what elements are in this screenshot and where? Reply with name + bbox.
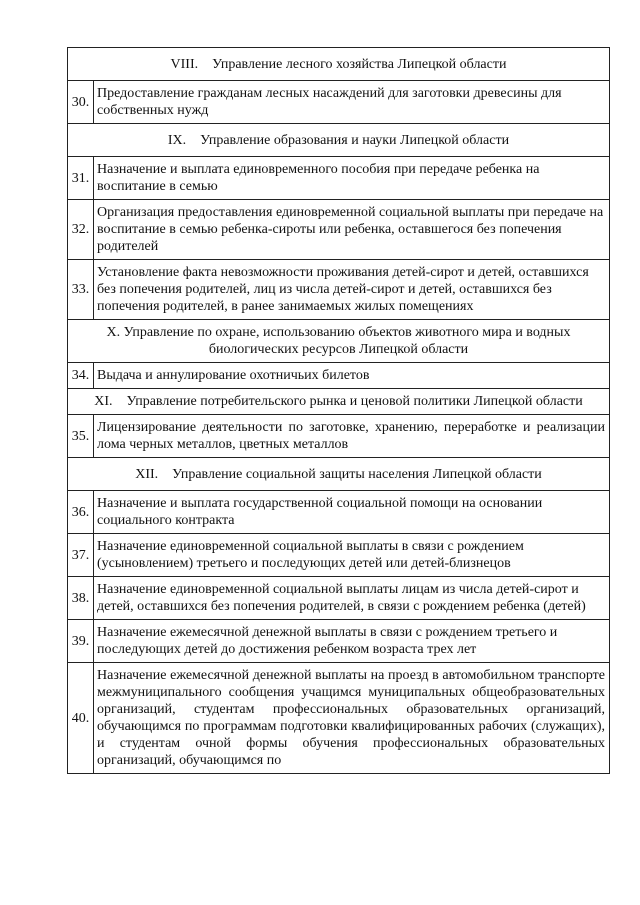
- row-number: 34.: [68, 363, 94, 389]
- section-title: Управление образования и науки Липецкой области: [200, 132, 510, 148]
- service-description: Лицензирование деятельности по заготовке, хранению, переработке и реализации лома черных металлов, цветных металлов: [94, 415, 610, 458]
- section-title: Управление по охране, использованию объектов животного мира и водных биологических ресурсов Липецкой области: [123, 325, 571, 357]
- table-row: [68, 415, 610, 458]
- section-number: X.: [106, 325, 121, 340]
- table-row: [68, 81, 610, 124]
- section-number: XI.: [94, 394, 113, 409]
- service-description: Назначение и выплата единовременного пособия при передаче ребенка на воспитание в семью: [94, 157, 610, 200]
- table-row: [68, 157, 610, 200]
- section-heading: [68, 48, 610, 81]
- table-row: [68, 491, 610, 534]
- row-number: 30.: [68, 81, 94, 124]
- section-row-xi: [68, 389, 610, 415]
- section-number: IX.: [167, 132, 187, 148]
- table-row: [68, 663, 610, 774]
- section-heading: [68, 458, 610, 491]
- row-number: 39.: [68, 620, 94, 663]
- table-row: [68, 534, 610, 577]
- service-description: Предоставление гражданам лесных насаждений для заготовки древесины для собственных нужд: [94, 81, 610, 124]
- service-description: Назначение ежемесячной денежной выплаты в связи с рождением третьего и последующих детей до достижения ребенком возраста трех лет: [94, 620, 610, 663]
- section-number: VIII.: [170, 56, 199, 72]
- row-number: 31.: [68, 157, 94, 200]
- service-description: Выдача и аннулирование охотничьих билетов: [94, 363, 610, 389]
- row-number: 38.: [68, 577, 94, 620]
- service-description: Назначение ежемесячной денежной выплаты на проезд в автомобильном транспорте межмуниципального сообщения учащимся муниципальных общеобразовательных организаций, студентам профессиональных образовательных организаций, обучающимся по программам подготовки квалифицированных рабочих (служащих), и студентам очной формы обучения профессиональных образовательных организаций, обучающимся по: [94, 663, 610, 774]
- section-title: Управление лесного хозяйства Липецкой области: [212, 56, 507, 72]
- row-number: 35.: [68, 415, 94, 458]
- row-number: 37.: [68, 534, 94, 577]
- section-title: Управление социальной защиты населения Липецкой области: [172, 466, 542, 482]
- section-title: Управление потребительского рынка и ценовой политики Липецкой области: [126, 394, 583, 409]
- section-row-ix: [68, 124, 610, 157]
- row-number: 40.: [68, 663, 94, 774]
- service-description: Назначение и выплата государственной социальной помощи на основании социального контракта: [94, 491, 610, 534]
- row-number: 33.: [68, 260, 94, 320]
- table-row: [68, 620, 610, 663]
- section-heading: [68, 124, 610, 157]
- table-row: [68, 577, 610, 620]
- row-number: 36.: [68, 491, 94, 534]
- services-table: [67, 47, 610, 774]
- section-row-x: [68, 320, 610, 363]
- section-heading: [68, 389, 610, 415]
- section-heading: [68, 320, 610, 363]
- row-number: 32.: [68, 200, 94, 260]
- section-number: XII.: [135, 466, 159, 482]
- section-row-xii: [68, 458, 610, 491]
- table-row: [68, 363, 610, 389]
- section-row-viii: [68, 48, 610, 81]
- service-description: Назначение единовременной социальной выплаты в связи с рождением (усыновлением) третьего и последующих детей или детей-близнецов: [94, 534, 610, 577]
- table-row: [68, 200, 610, 260]
- service-description: Установление факта невозможности проживания детей-сирот и детей, оставшихся без попечения родителей, лиц из числа детей-сирот и детей, оставшихся без попечения родителей, в ранее занимаемых жилых помещениях: [94, 260, 610, 320]
- table-row: [68, 260, 610, 320]
- service-description: Организация предоставления единовременной социальной выплаты при передаче на воспитание в семью ребенка-сироты или ребенка, оставшегося без попечения родителей: [94, 200, 610, 260]
- service-description: Назначение единовременной социальной выплаты лицам из числа детей-сирот и детей, оставшихся без попечения родителей, в связи с рождением ребенка (детей): [94, 577, 610, 620]
